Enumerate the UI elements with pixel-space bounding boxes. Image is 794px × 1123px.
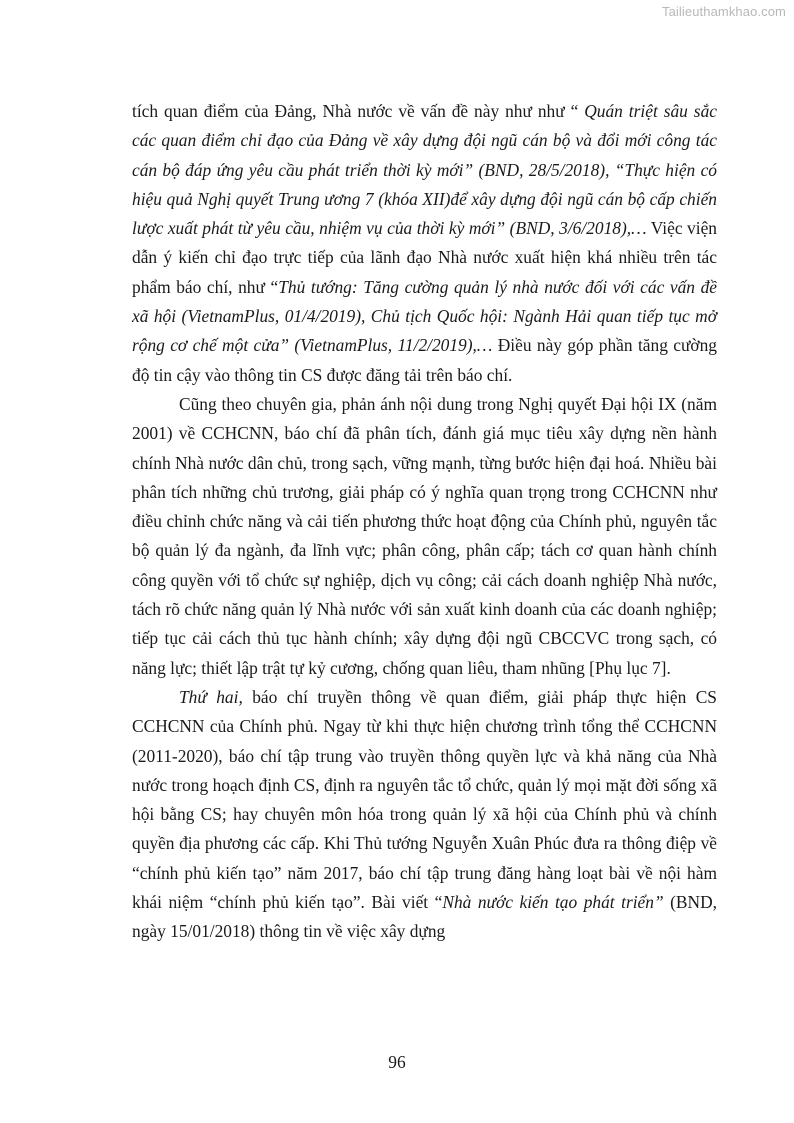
text-run: báo chí truyền thông về quan điểm, giải pháp thực hiện CS CCHCNN của Chính phủ. Ngay từ khi thực hiện chương trình tổng thể CCHCNN (2011-2020), báo chí tập trung vào truyền thông quyền lực và khả năng của Nhà nước trong hoạch định CS, định ra nguyên tắc tổ chức, quản lý mọi mặt đời sống xã hội bằng CS; hay chuyên môn hóa trong quản lý xã hội của Chính phủ và chính quyền địa phương các cấp. Khi Thủ tướng Nguyễn Xuân Phúc đưa ra thông điệp về “chính phủ kiến tạo” năm 2017, báo chí tập trung đăng hàng loạt bài về nội hàm khái niệm “chính phủ kiến tạo”. Bài viết “ bbox=[132, 686, 717, 913]
text-run: (BND, ngày 15/01/2018) thông tin về việc xây dựng bbox=[132, 892, 717, 942]
italic-title: Nhà nước kiến tạo phát triển” bbox=[442, 892, 664, 913]
page-number: 96 bbox=[388, 1052, 406, 1072]
paragraph-1 bbox=[132, 97, 717, 390]
paragraph-3 bbox=[132, 683, 717, 947]
text-run: Việc viện dẫn ý kiến chỉ đạo trực tiếp của lãnh đạo Nhà nước xuất hiện khá nhiều trên tác phẩm báo chí, như “ bbox=[132, 218, 717, 297]
text-run: Điều này góp phần tăng cường độ tin cậy vào thông tin CS được đăng tải trên báo chí. bbox=[132, 335, 717, 385]
text-run: tích quan điểm của Đảng, Nhà nước về vấn đề này như như “ bbox=[132, 101, 585, 121]
text-run: Cũng theo chuyên gia, phản ánh nội dung trong Nghị quyết Đại hội IX (năm 2001) về CCHCNN, báo chí đã phân tích, đánh giá mục tiêu xây dựng nền hành chính Nhà nước dân chủ, trong sạch, vững mạnh, từng bước hiện đại hoá. Nhiều bài phân tích những chủ trương, giải pháp có ý nghĩa quan trọng trong CCHCNN như điều chỉnh chức năng và cải tiến phương thức hoạt động của Chính phủ, nguyên tắc bộ quản lý đa ngành, đa lĩnh vực; phân công, phân cấp; tách cơ quan hành chính công quyền với tổ chức sự nghiệp, dịch vụ công; cải cách doanh nghiệp Nhà nước, tách rõ chức năng quản lý Nhà nước với sản xuất kinh doanh của các doanh nghiệp; tiếp tục cải cách thủ tục hành chính; xây dựng đội ngũ CBCCVC trong sạch, có năng lực; thiết lập trật tự kỷ cương, chống quan liêu, tham nhũng [Phụ lục 7]. bbox=[132, 393, 717, 678]
italic-quote: Quán triệt sâu sắc các quan điểm chỉ đạo của Đảng về xây dựng đội ngũ cán bộ và đổi mới công tác cán bộ đáp ứng yêu cầu phát triển thời kỳ mới” (BND, 28/5/2018), “Thực hiện có hiệu quả Nghị quyết Trung ương 7 (khóa XII)để xây dựng đội ngũ cán bộ cấp chiến lược xuất phát từ yêu cầu, nhiệm vụ của thời kỳ mới” (BND, 3/6/2018),… bbox=[132, 101, 717, 239]
italic-lead: Thứ hai, bbox=[179, 686, 243, 707]
document-body bbox=[132, 97, 717, 947]
italic-quote: Thủ tướng: Tăng cường quản lý nhà nước đối với các vấn đề xã hội (VietnamPlus, 01/4/2019), Chủ tịch Quốc hội: Ngành Hải quan tiếp tục mở rộng cơ chế một cửa” (VietnamPlus, 11/2/2019),… bbox=[132, 276, 717, 356]
watermark: Tailieuthamkhao.com bbox=[661, 4, 786, 19]
paragraph-2 bbox=[132, 390, 717, 683]
